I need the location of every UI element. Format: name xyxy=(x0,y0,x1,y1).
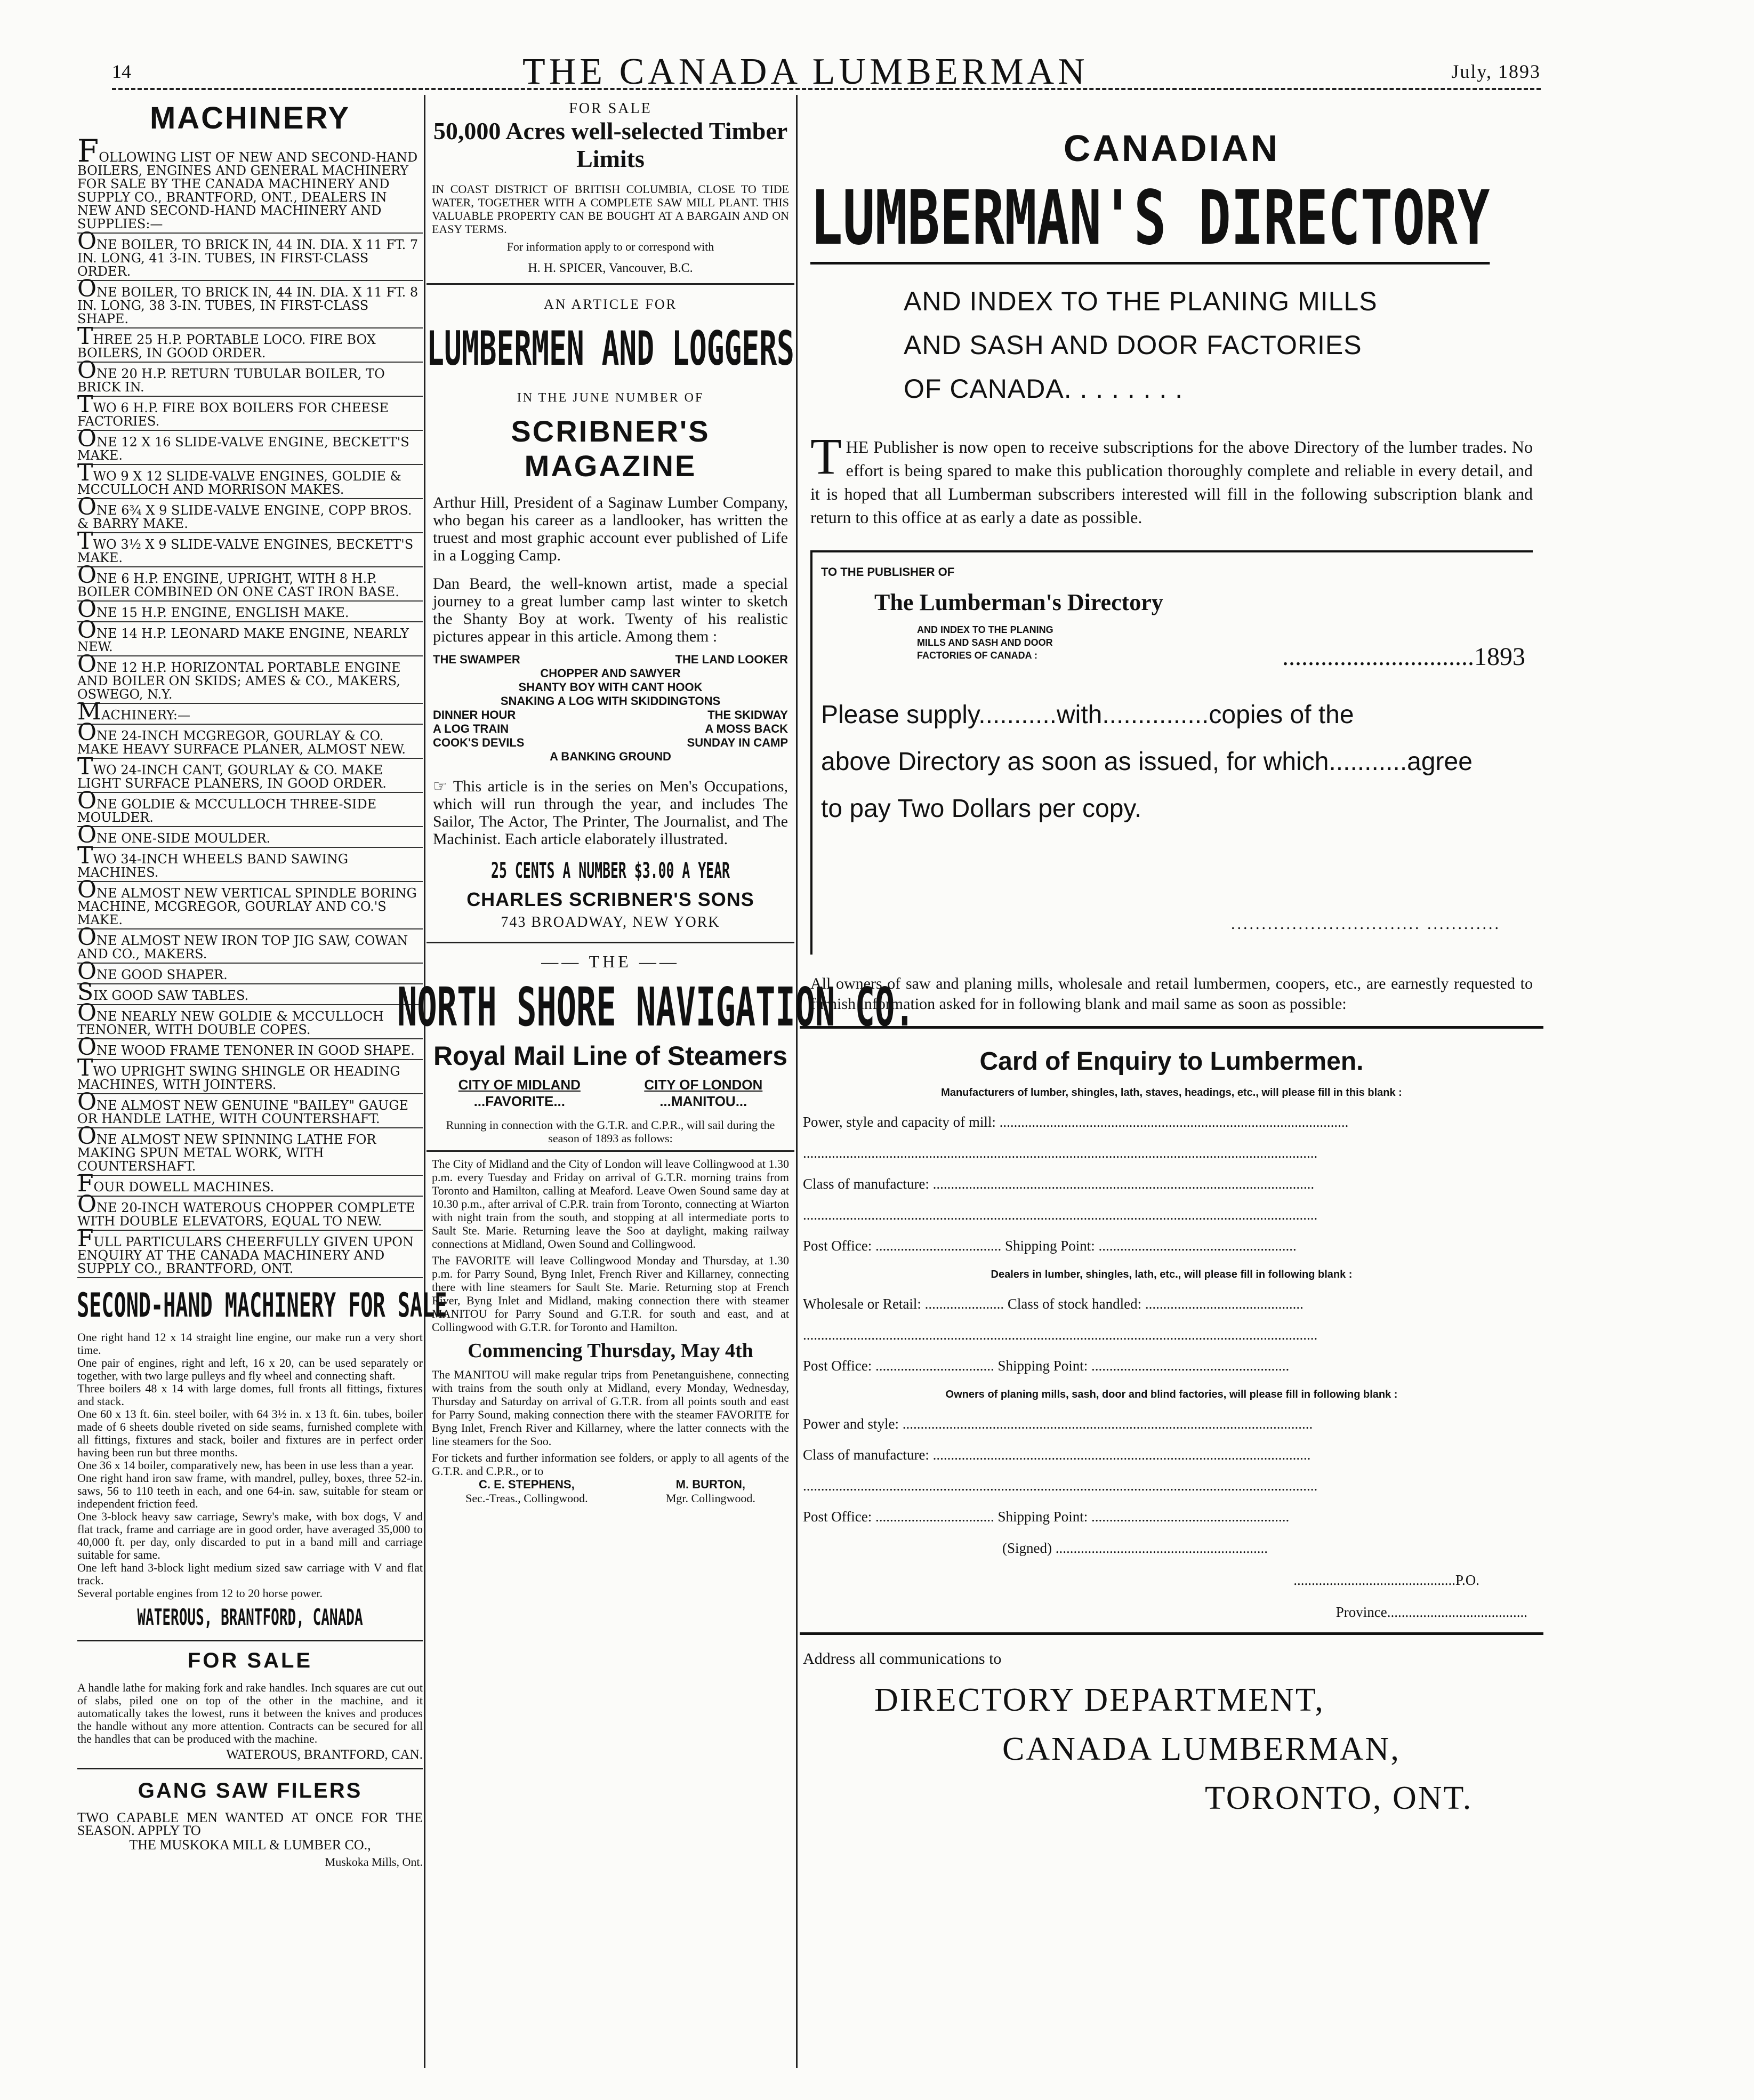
index-line: AND INDEX TO THE PLANING MILLS xyxy=(904,286,1378,316)
field-blank[interactable]: ............................................................................................................................................... xyxy=(803,1145,1318,1161)
gang-saw-heading: GANG SAW FILERS xyxy=(138,1779,363,1802)
field-blank[interactable]: ............................................................................................................................................... xyxy=(803,1478,1318,1494)
directory-title: LUMBERMAN'S DIRECTORY xyxy=(810,175,1490,264)
list-item: ONE ONE-SIDE MOULDER. xyxy=(77,827,423,848)
chapter-item: A BANKING GROUND xyxy=(550,750,671,763)
gang-saw-place: Muskoka Mills, Ont. xyxy=(325,1855,423,1869)
list-item: TWO 24-INCH CANT, GOURLAY & CO. MAKE LIGHT SURFACE PLANERS, IN GOOD ORDER. xyxy=(77,759,423,793)
machinery-heading: MACHINERY xyxy=(149,101,351,135)
agent-name: M. BURTON, xyxy=(675,1478,746,1491)
list-item: ONE WOOD FRAME TENONER IN GOOD SHAPE. xyxy=(77,1039,423,1060)
list-item: THREE 25 H.P. PORTABLE LOCO. FIRE BOX BOILERS, IN GOOD ORDER. xyxy=(77,328,423,363)
subscription-form xyxy=(810,550,1533,955)
field-class[interactable]: Class of manufacture: .......................................................................................................... xyxy=(803,1176,1315,1192)
agent-name: C. E. STEPHENS, xyxy=(479,1478,575,1491)
list-item: ONE ALMOST NEW VERTICAL SPINDLE BORING MACHINE, MCGREGOR, GOURLAY AND CO.'S MAKE. xyxy=(77,882,423,929)
card-note-1: Manufacturers of lumber, shingles, lath, staves, headings, etc., will please fill in this blank : xyxy=(941,1087,1402,1099)
divider xyxy=(77,1768,423,1769)
field-wholesale[interactable]: Wholesale or Retail: ...................... Class of stock handled: ............................................ xyxy=(803,1296,1304,1312)
list-item: One right hand 12 x 14 straight line engine, our make run a very short time. xyxy=(77,1330,423,1357)
machinery-list xyxy=(77,133,423,1278)
nsn-para-1: The City of Midland and the City of London will leave Collingwood at 1.30 p.m. every Tuesday and Friday on arrival of G.T.R. morning trains from Toronto and Hamilton, calling at Meaford. Leave Owen Sound same day at 10.30 p.m., after arrival of C.P.R. train from Toronto, connecting at Wiarton with night train from the south, and stopping at all intermediate ports to Sault Ste. Marie. Returning leave the Soo at daylight, making railway connections at Midland, Owen Sound and Collingwood. xyxy=(432,1157,789,1251)
gang-saw-text: TWO CAPABLE MEN WANTED AT ONCE FOR THE SEASON. APPLY TO xyxy=(77,1810,423,1838)
second-hand-list xyxy=(77,1331,423,1600)
list-item: ONE NEARLY NEW GOLDIE & MCCULLOCH TENONER, WITH DOUBLE COPES. xyxy=(77,1005,423,1039)
column-left xyxy=(77,95,447,2068)
form-sub-line: FACTORIES OF CANADA : xyxy=(917,650,1038,661)
chapter-item: A LOG TRAIN xyxy=(433,722,509,735)
the-text: THE xyxy=(589,952,632,971)
timber-contact: H. H. SPICER, Vancouver, B.C. xyxy=(528,261,693,275)
list-item: TWO 6 H.P. FIRE BOX BOILERS FOR CHEESE FACTORIES. xyxy=(77,397,423,431)
list-item: ONE 15 H.P. ENGINE, ENGLISH MAKE. xyxy=(77,602,423,622)
running-note: Running in connection with the G.T.R. and C.P.R., will sail during the season of 1893 as follows: xyxy=(446,1118,775,1145)
list-item: TWO UPRIGHT SWING SHINGLE OR HEADING MACHINES, WITH JOINTERS. xyxy=(77,1060,423,1094)
agents xyxy=(427,1478,794,1505)
list-item: SIX GOOD SAW TABLES. xyxy=(77,984,423,1005)
form-sub-line: MILLS AND SASH AND DOOR xyxy=(917,637,1053,648)
list-item: ONE 24-INCH MCGREGOR, GOURLAY & CO. MAKE HEAVY SURFACE PLANER, ALMOST NEW. xyxy=(77,725,423,759)
masthead xyxy=(112,51,1541,93)
card-note-2: Dealers in lumber, shingles, lath, etc., will please fill in following blank : xyxy=(991,1269,1353,1280)
card-title: Card of Enquiry to Lumbermen. xyxy=(979,1047,1364,1076)
column-rule xyxy=(796,95,798,2068)
waterous-signature-2: WATEROUS, BRANTFORD, CAN. xyxy=(226,1748,423,1762)
lumbermen-loggers-headline: LUMBERMEN AND LOGGERS xyxy=(427,321,794,376)
agent-title: Sec.-Treas., Collingwood. xyxy=(465,1492,588,1505)
please-line: to pay Two Dollars per copy. xyxy=(821,795,1142,823)
ship-manitou: ...MANITOU... xyxy=(659,1093,747,1109)
owners-paragraph: All owners of saw and planing mills, wholesale and retail lumbermen, coopers, etc., are earnestly requested to furnish information asked for in following blank and mail same as soon as possible: xyxy=(810,975,1533,1013)
please-line[interactable]: above Directory as soon as issued, for which...........agree xyxy=(821,748,1473,776)
chapter-item: DINNER HOUR xyxy=(433,708,516,722)
agent-burton xyxy=(666,1478,755,1505)
list-item: ONE BOILER, TO BRICK IN, 44 IN. DIA. X 11 FT. 7 IN. LONG, 41 3-IN. TUBES, IN FIRST-CLASS ORDER. xyxy=(77,234,423,281)
publisher-address: 743 BROADWAY, NEW YORK xyxy=(501,914,720,931)
timber-text: IN COAST DISTRICT OF BRITISH COLUMBIA, CLOSE TO TIDE WATER, TOGETHER WITH A COMPLETE SAW MILL PLANT. THIS VALUABLE PROPERTY CAN BE BOUGHT AT A BARGAIN AND ON EASY TERMS. xyxy=(432,182,789,236)
nsn-para-4: For tickets and further information see folders, or apply to all agents of the G.T.R. and C.P.R., or to xyxy=(432,1451,789,1478)
divider xyxy=(800,1632,1543,1635)
fork-lathe-text: A handle lathe for making fork and rake handles. Inch squares are cut out of slabs, piled one on top of the other in the machine, and it automatically takes the lowest, runs it between the knives and produces the handle without any more attention. Contracts can be secured for all the handles that can be produced with the machine. xyxy=(77,1681,423,1745)
publication-title: THE CANADA LUMBERMAN xyxy=(522,51,1089,92)
north-shore-headline: NORTH SHORE NAVIGATION CO. xyxy=(397,976,915,1038)
list-item: TWO 34-INCH WHEELS BAND SAWING MACHINES. xyxy=(77,848,423,882)
chapter-item: THE SKIDWAY xyxy=(707,708,788,722)
canadian-label: CANADIAN xyxy=(1063,127,1280,169)
divider xyxy=(427,1150,794,1152)
scribner-para-2: Dan Beard, the well-known artist, made a special journey to a great lumber camp last winter to sketch the Shanty Boy at work. Twenty of his realistic pictures appear in this article. Among them : xyxy=(433,575,788,645)
canada-lumberman: CANADA LUMBERMAN, xyxy=(1002,1731,1401,1767)
list-item: ONE 14 H.P. LEONARD MAKE ENGINE, NEARLY NEW. xyxy=(77,622,423,656)
form-signature-line[interactable]: ............................... ............ xyxy=(1231,915,1501,933)
agent-stephens xyxy=(465,1478,588,1505)
scribner-para-3 xyxy=(427,778,794,848)
chapter-item: THE LAND LOOKER xyxy=(675,653,788,666)
nsn-para-3: The MANITOU will make regular trips from Penetanguishene, connecting with trains from the south only at Midland, every Monday, Wednesday, Thursday and Saturday on arrival of G.T.R. from all points south and east for Parry Sound, making connection there with the steamer FAVORITE for Byng Inlet, French River and Killarney, where the latter connects with the line steamers for the Soo. xyxy=(432,1368,789,1448)
divider xyxy=(800,1026,1543,1029)
chapter-item: THE SWAMPER xyxy=(433,653,520,666)
field-post-office[interactable]: Post Office: ................................. Shipping Point: ....................................................... xyxy=(803,1509,1290,1525)
field-blank[interactable]: ............................................................................................................................................... xyxy=(803,1207,1318,1223)
list-item: ONE BOILER, TO BRICK IN, 44 IN. DIA. X 11 FT. 8 IN. LONG, 38 3-IN. TUBES, IN FIRST-CLASS SHAPE. xyxy=(77,281,423,328)
divider xyxy=(427,283,794,285)
list-item: ONE ALMOST NEW GENUINE "BAILEY" GAUGE OR HANDLE LATHE, WITH COUNTERSHAFT. xyxy=(77,1094,423,1128)
header-rule xyxy=(112,88,1541,90)
timber-info: For information apply to or correspond with xyxy=(506,240,714,253)
scribners-magazine-title: SCRIBNER'S MAGAZINE xyxy=(511,414,710,483)
second-hand-heading: SECOND-HAND MACHINERY FOR SALE xyxy=(77,1286,447,1325)
list-item: ONE GOOD SHAPER. xyxy=(77,964,423,984)
publisher-text: HE Publisher is now open to receive subscriptions for the above Directory of the lumber trades. No effort is being spared to make this publication thoroughly complete and reliable in every detail, and it is hoped that all Lumberman subscribers interested will fill in the following subscription blank and return to this office at as early a date as possible. xyxy=(810,437,1533,527)
form-sub-line: AND INDEX TO THE PLANING xyxy=(917,624,1053,635)
chapter-item: SUNDAY IN CAMP xyxy=(687,736,788,749)
royal-mail-subtitle: Royal Mail Line of Steamers xyxy=(433,1041,788,1071)
list-item: TWO 3½ X 9 SLIDE-VALVE ENGINES, BECKETT'S MAKE. xyxy=(77,533,423,567)
in-june-label: IN THE JUNE NUMBER OF xyxy=(517,391,704,405)
list-item: ONE GOLDIE & MCCULLOCH THREE-SIDE MOULDER. xyxy=(77,793,423,827)
commencing-date: Commencing Thursday, May 4th xyxy=(468,1340,753,1362)
form-to: TO THE PUBLISHER OF xyxy=(821,565,955,579)
pointing-hand-icon: ☞ xyxy=(433,778,453,795)
waterous-signature: WATEROUS, BRANTFORD, CANADA xyxy=(137,1604,363,1630)
list-item: ONE 20 H.P. RETURN TUBULAR BOILER, TO BRICK IN. xyxy=(77,363,423,397)
chapter-item: SNAKING A LOG WITH SKIDDINGTONS xyxy=(500,694,721,708)
column-right xyxy=(800,95,1543,2068)
issue-date: July, 1893 xyxy=(1451,61,1541,82)
chapter-item: A MOSS BACK xyxy=(705,722,788,735)
timber-for-sale-head: FOR SALE xyxy=(569,100,652,117)
the-label: —— THE —— xyxy=(541,952,680,971)
directory-index xyxy=(904,279,1543,411)
index-line: OF CANADA. . . . . . . . xyxy=(904,374,1184,404)
list-item: One 60 x 13 ft. 6in. steel boiler, with 64 3½ in. x 13 ft. 6in. tubes, boiler made of 6 sheets double riveted on side seams, furnished complete with all fittings, fixtures and stack, boiler and fixtures are in perfect order having been run but three months. xyxy=(77,1407,423,1459)
form-year[interactable]: ..............................1893 xyxy=(1282,643,1525,671)
chapter-item: CHOPPER AND SAWYER xyxy=(540,667,681,680)
ship-favorite: ...FAVORITE... xyxy=(473,1093,566,1109)
form-directory: The Lumberman's Directory xyxy=(874,589,1163,615)
field-power-style[interactable]: Power and style: .................................................................................................................. xyxy=(803,1416,1313,1432)
chapter-item: COOK'S DEVILS xyxy=(433,736,525,749)
address-all-label: Address all communications to xyxy=(803,1650,1002,1668)
publisher-paragraph xyxy=(800,428,1543,529)
list-item: One right hand iron saw frame, with mandrel, pulley, boxes, three 52-in. saws, 56 to 110 teeth in each, and one 64-in. saw, suitable for steam or independent friction feed. xyxy=(77,1471,423,1510)
list-item: One pair of engines, right and left, 16 x 20, can be used separately or together, with two large pulleys and fly wheel and connecting shaft. xyxy=(77,1356,423,1382)
article-for-label: AN ARTICLE FOR xyxy=(544,296,677,312)
drop-cap: T xyxy=(810,428,842,485)
card-note-3: Owners of planing mills, sash, door and blind factories, will please fill in following blank : xyxy=(945,1389,1398,1400)
list-item: One 36 x 14 boiler, comparatively new, has been in use less than a year. xyxy=(77,1458,414,1472)
field-province[interactable]: Province....................................... xyxy=(1335,1604,1527,1620)
ship-london xyxy=(644,1077,762,1110)
list-item: ONE 20-INCH WATEROUS CHOPPER COMPLETE WITH DOUBLE ELEVATORS, EQUAL TO NEW. xyxy=(77,1197,423,1231)
machinery-intro: FOLLOWING LIST OF NEW AND SECOND-HAND BOILERS, ENGINES AND GENERAL MACHINERY FOR SALE BY THE CANADA MACHINERY AND SUPPLY CO., BRANTFORD, ONT., DEALERS IN NEW AND SECOND-HAND MACHINERY AND SUPPLIES:— xyxy=(77,143,423,234)
price-line: 25 CENTS A NUMBER $3.00 A YEAR xyxy=(491,859,730,883)
for-sale-heading: FOR SALE xyxy=(187,1649,313,1672)
ship-name: CITY OF LONDON xyxy=(644,1077,763,1093)
ship-midland xyxy=(458,1077,581,1110)
list-item: One 3-block heavy saw carriage, Sewry's make, with box dogs, V and flat track, frame and carriage are in good order, have averaged 35,000 to 40,000 ft. per day, only discarded to put in a band mill and carriage suitable for same. xyxy=(77,1510,423,1561)
field-post-office[interactable]: Post Office: ................................. Shipping Point: ....................................................... xyxy=(803,1358,1290,1374)
field-blank[interactable]: ............................................................................................................................................... xyxy=(803,1327,1318,1343)
field-post-office[interactable]: Post Office: ................................... Shipping Point: ....................................................... xyxy=(803,1238,1297,1254)
list-item: One left hand 3-block light medium sized saw carriage with V and flat track. xyxy=(77,1561,423,1587)
list-item: ONE ALMOST NEW SPINNING LATHE FOR MAKING SPUN METAL WORK, WITH COUNTERSHAFT. xyxy=(77,1128,423,1176)
publisher-name: CHARLES SCRIBNER'S SONS xyxy=(466,888,754,910)
list-item: MACHINERY:— xyxy=(77,704,423,725)
directory-department: DIRECTORY DEPARTMENT, xyxy=(874,1682,1325,1718)
list-item: FULL PARTICULARS CHEERFULLY GIVEN UPON ENQUIRY AT THE CANADA MACHINERY AND SUPPLY CO., BRANTFORD, ONT. xyxy=(77,1231,423,1278)
list-item: ONE 12 H.P. HORIZONTAL PORTABLE ENGINE AND BOILER ON SKIDS; AMES & CO., MAKERS, OSWEGO, N.Y. xyxy=(77,656,423,704)
list-item: Three boilers 48 x 14 with large domes, full fronts all fittings, fixtures and stack. xyxy=(77,1382,423,1408)
field-po[interactable]: .............................................P.O. xyxy=(1293,1572,1479,1588)
agent-title: Mgr. Collingwood. xyxy=(665,1492,755,1505)
timber-title: 50,000 Acres well-selected Timber Limits xyxy=(433,117,788,172)
nsn-para-2: The FAVORITE will leave Collingwood Monday and Thursday, at 1.30 p.m. for Parry Sound, Byng Inlet, French River and Killarney, connecting there with line steamers for Sault Ste. Marie. Returning stop at French River, Byng Inlet and Midland, making connection there with steamer MANITOU for Parry Sound and G.T.R. for south and east, and at Collingwood with G.T.R. for Toronto and Hamilton. xyxy=(432,1254,789,1334)
divider xyxy=(77,1640,423,1641)
list-item: TWO 9 X 12 SLIDE-VALVE ENGINES, GOLDIE & MCCULLOCH AND MORRISON MAKES. xyxy=(77,465,423,499)
index-line: AND SASH AND DOOR FACTORIES xyxy=(904,330,1362,360)
chapter-item: SHANTY BOY WITH CANT HOOK xyxy=(518,680,703,694)
field-class[interactable]: Class of manufacture: ......................................................................................................... xyxy=(803,1447,1311,1463)
list-item: ONE 6 H.P. ENGINE, UPRIGHT, WITH 8 H.P. BOILER COMBINED ON ONE CAST IRON BASE. xyxy=(77,567,423,602)
list-item: FOUR DOWELL MACHINES. xyxy=(77,1176,423,1197)
scribner-para-3-text: This article is in the series on Men's Occupations, which will run through the year, and includes The Sailor, The Actor, The Printer, The Journalist, and The Machinist. Each article elaborately illustrated. xyxy=(433,778,788,848)
page-number: 14 xyxy=(112,61,131,82)
list-item: Several portable engines from 12 to 20 horse power. xyxy=(77,1586,323,1600)
list-item: ONE 6¾ X 9 SLIDE-VALVE ENGINE, COPP BROS. & BARRY MAKE. xyxy=(77,499,423,533)
ship-name: CITY OF MIDLAND xyxy=(458,1077,581,1093)
field-power[interactable]: Power, style and capacity of mill: ................................................................................................. xyxy=(803,1114,1349,1130)
ships xyxy=(427,1077,794,1110)
list-item: ONE ALMOST NEW IRON TOP JIG SAW, COWAN AND CO., MAKERS. xyxy=(77,929,423,964)
form-please xyxy=(821,692,1533,832)
list-item: ONE 12 X 16 SLIDE-VALVE ENGINE, BECKETT'S MAKE. xyxy=(77,431,423,465)
divider xyxy=(427,942,794,943)
column-rule xyxy=(424,95,425,2068)
gang-saw-company: THE MUSKOKA MILL & LUMBER CO., xyxy=(129,1837,371,1853)
chapter-list xyxy=(427,653,794,764)
scribner-para-1: Arthur Hill, President of a Saginaw Lumber Company, who began his career as a landlooker, has written the truest and most graphic account ever published of Life in a Logging Camp. xyxy=(433,494,788,564)
field-signed[interactable]: (Signed) ........................................................... xyxy=(1002,1540,1268,1556)
please-line[interactable]: Please supply...........with...............copies of the xyxy=(821,701,1354,729)
toronto-ont: TORONTO, ONT. xyxy=(1205,1780,1473,1816)
